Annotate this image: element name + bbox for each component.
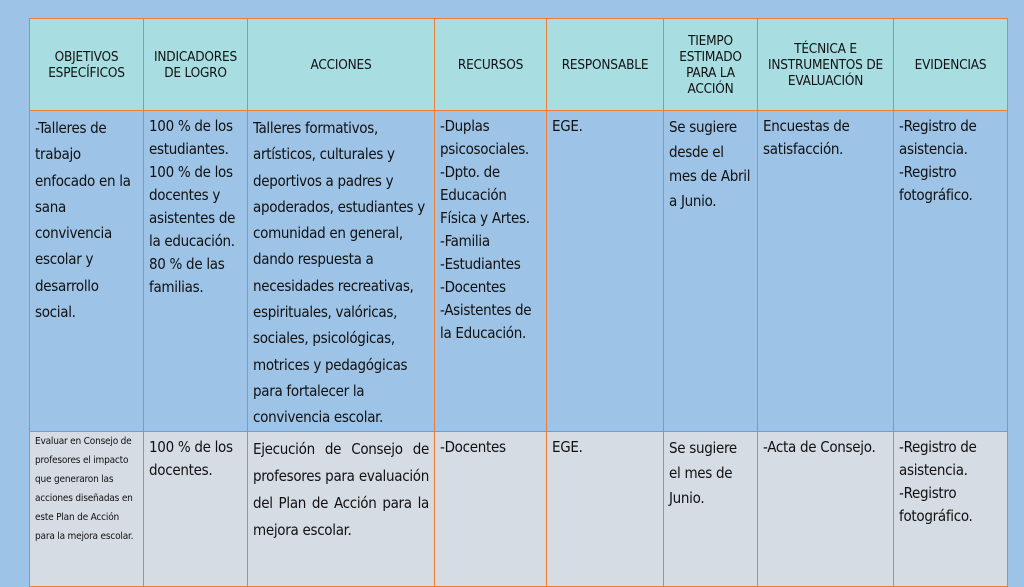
cell-acciones — [248, 431, 435, 586]
recurso-item: -Duplas psicosociales. — [440, 117, 529, 158]
header-row — [30, 19, 1008, 111]
cell-responsable — [547, 431, 664, 586]
recursos-list — [435, 111, 546, 345]
header-responsable: RESPONSABLE — [547, 19, 664, 111]
evidencia-item: -Registro de asistencia. — [899, 117, 977, 158]
cell-tecnica — [758, 111, 894, 432]
recursos-list — [435, 432, 546, 459]
acciones-text: Ejecución de Consejo de profesores para evaluación del Plan de Acción para la mejora escolar. — [253, 439, 429, 539]
tiempo-text: Se sugiere desde el mes de Abril a Junio. — [669, 118, 751, 210]
cell-objetivo — [30, 111, 144, 432]
header-evidencias: EVIDENCIAS — [894, 19, 1008, 111]
objetivo-text: Evaluar en Consejo de profesores el impacto que generaron las acciones diseñadas en este Plan de Acción para la mejora escolar. — [35, 435, 134, 542]
tecnica-text: Encuestas de satisfacción. — [763, 117, 850, 158]
indicadores-text: 100 % de los estudiantes. 100 % de los docentes y asistentes de la educación. 80 % de las familias. — [149, 117, 236, 296]
objetivo-text: -Talleres de trabajo enfocado en la sana convivencia escolar y desarrollo social. — [35, 119, 131, 322]
header-indicadores: INDICADORES DE LOGRO — [144, 19, 248, 111]
cell-indicadores — [144, 111, 248, 432]
recurso-item: -Dpto. de Educación Física y Artes. — [440, 163, 530, 227]
cell-evidencias — [894, 111, 1008, 432]
header-tecnica: TÉCNICA E INSTRUMENTOS DE EVALUACIÓN — [758, 19, 894, 111]
tecnica-text: -Acta de Consejo. — [763, 437, 876, 456]
evidencias-list — [894, 432, 1007, 528]
table-row — [30, 431, 1008, 586]
evidencia-item: -Registro de asistencia. — [899, 437, 977, 479]
header-acciones: ACCIONES — [248, 19, 435, 111]
responsable-text: EGE. — [552, 117, 583, 135]
header-objetivos: OBJETIVOS ESPECÍFICOS — [30, 19, 144, 111]
acciones-text: Talleres formativos, artísticos, culturales y deportivos a padres y apoderados, estudiantes y comunidad en general, dando respuesta a necesidades recreativas, espirituales, valóricas, sociales, psicológicas, motrices y pedagógicas para fortalecer la convivencia escolar. — [253, 119, 425, 427]
evidencia-item: -Registro fotográfico. — [899, 483, 973, 525]
cell-evidencias — [894, 431, 1008, 586]
recurso-item: -Asistentes de la Educación. — [440, 301, 532, 342]
responsable-text: EGE. — [552, 437, 583, 456]
recurso-item: -Docentes — [440, 278, 506, 296]
cell-recursos — [435, 431, 547, 586]
cell-acciones — [248, 111, 435, 432]
cell-tiempo — [664, 111, 758, 432]
table-row — [30, 111, 1008, 432]
header-recursos: RECURSOS — [435, 19, 547, 111]
recurso-item: -Estudiantes — [440, 255, 521, 273]
cell-recursos — [435, 111, 547, 432]
recurso-item: -Docentes — [440, 437, 506, 456]
cell-objetivo — [30, 431, 144, 586]
cell-tiempo — [664, 431, 758, 586]
header-tiempo: TIEMPO ESTIMADO PARA LA ACCIÓN — [664, 19, 758, 111]
tiempo-text: Se sugiere el mes de Junio. — [669, 438, 737, 507]
evidencia-item: -Registro fotográfico. — [899, 163, 973, 204]
action-plan-table — [29, 18, 1008, 587]
recurso-item: -Familia — [440, 232, 490, 250]
cell-responsable — [547, 111, 664, 432]
indicadores-text: 100 % de los docentes. — [149, 437, 233, 479]
evidencias-list — [894, 111, 1007, 207]
cell-indicadores — [144, 431, 248, 586]
cell-tecnica — [758, 431, 894, 586]
